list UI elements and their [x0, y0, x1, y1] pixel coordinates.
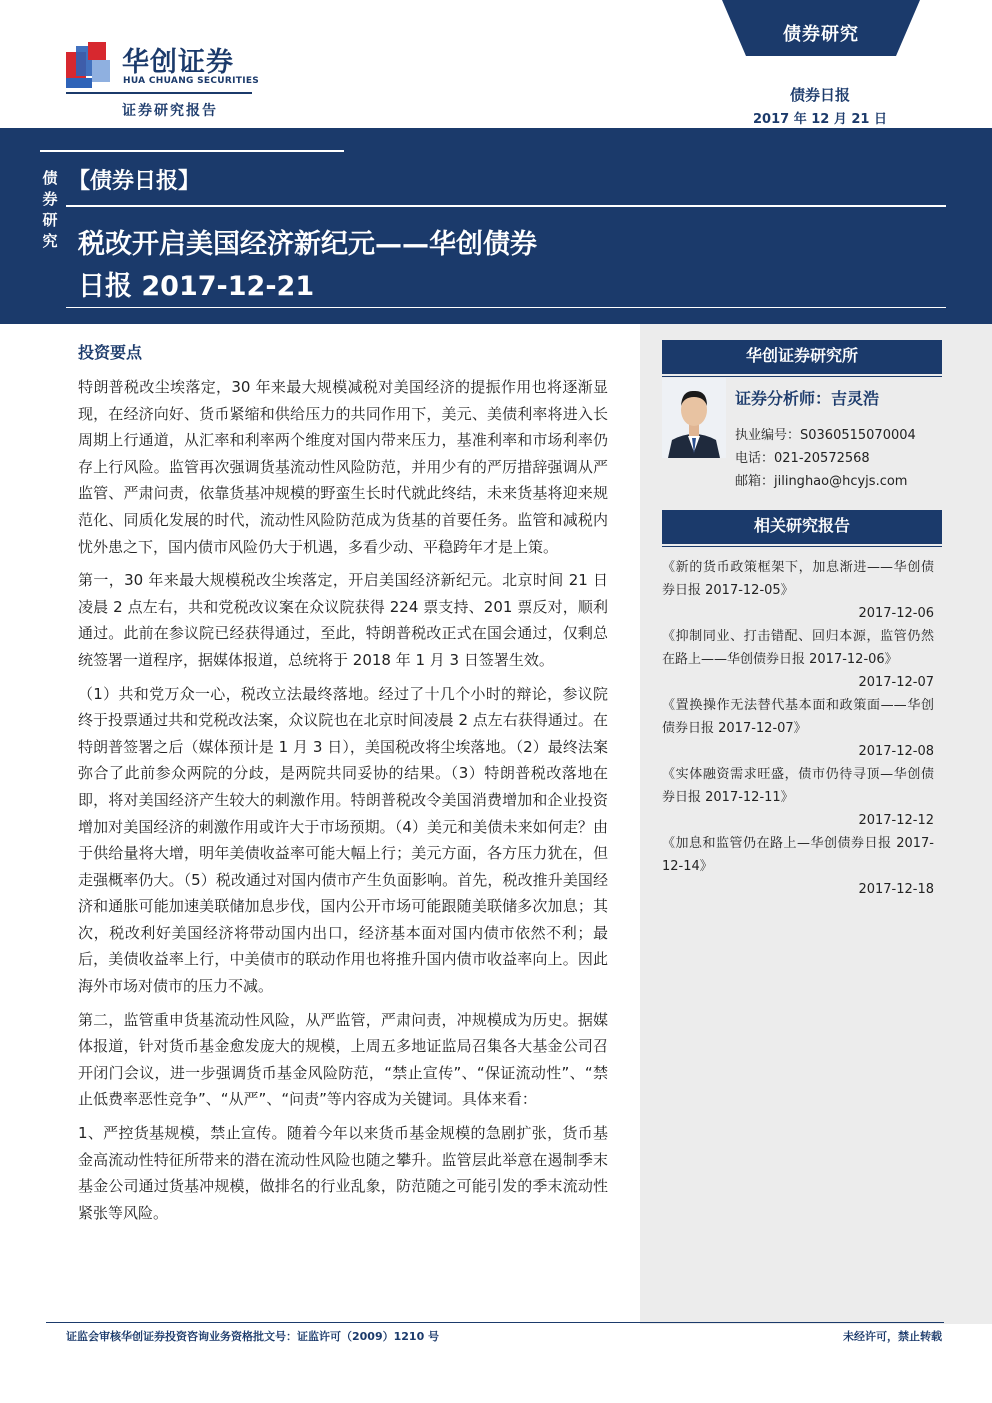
body-paragraph: 第二，监管重申货基流动性风险，从严监管，严肃问责，冲规模成为历史。据媒体报道，针对货币基金愈发庞大的规模，上周五多地证监局召集各大基金公司召开闭门会议，进一步强调货币基金风险防范，“禁止宣传”、“保证流动性”、“禁止低费率恶性竞争”、“从严”、“问责”等内容成为关键词。具体来看： [78, 1010, 608, 1109]
footer-notice: 未经许可，禁止转载 [843, 1330, 942, 1343]
logo-english-text: HUA CHUANG SECURITIES [123, 76, 260, 86]
related-report-item[interactable] [662, 763, 934, 832]
institute-header: 华创证券研究所 [662, 340, 942, 374]
related-report-title[interactable]: 《实体融资需求旺盛，债市仍待寻顶—华创债券日报 2017-12-11》 [662, 767, 934, 805]
related-report-title[interactable]: 《加息和监管仍在路上—华创债券日报 2017-12-14》 [662, 836, 934, 874]
logo-divider [66, 92, 252, 94]
related-reports-list [662, 556, 934, 901]
body-paragraph: 特朗普税改尘埃落定，30 年来最大规模减税对美国经济的提振作用也将逐渐显现，在经济向好、货币紧缩和供给压力的共同作用下，美元、美债利率将进入长周期上行通道，从汇率和利率两个维度对国内带来压力，基准利率和市场利率仍存上行风险。监管再次强调货基流动性风险防范，并用少有的严厉措辞强调从严监管、严肃问责，依靠货基冲规模的野蛮生长时代就此终结，未来货基将迎来规范化、同质化发展的时代，流动性风险防范成为货基的首要任务。监管和减税内忧外患之下，国内债市风险仍大于机遇，多看少动、平稳跨年才是上策。 [78, 378, 608, 556]
body-paragraph: 1、严控货基规模，禁止宣传。随着今年以来货币基金规模的急剧扩张，货币基金高流动性特征所带来的潜在流动性风险也随之攀升。监管层此举意在遏制季末基金公司通过货基冲规模，做排名的行业乱象，防范随之可能引发的季末流动性紧张等风险。 [78, 1124, 608, 1222]
report-title [78, 224, 678, 308]
body-paragraph: 第一，30 年来最大规模税改尘埃落定，开启美国经济新纪元。北京时间 21 日凌晨 2 点左右，共和党税改议案在众议院获得 224 票支持、201 票反对，顺利通过。此前在参议院已经获得通过，至此，特朗普税改正式在国会通过，仅剩总统签署一道程序，据媒体报道，总统将于 2018 年 1 月 3 日签署生效。 [78, 571, 608, 669]
body-paragraph: （1）共和党万众一心，税改立法最终落地。经过了十几个小时的辩论，参议院终于投票通过共和党税改法案，众议院也在北京时间凌晨 2 点左右获得通过。在特朗普签署之后（媒体预计是 1 月 3 日），美国税改将尘埃落地。（2）最终法案弥合了此前参众两院的分歧，是两院共同妥协的结果。（3）特朗普税改落地在即，将对美国经济产生较大的刺激作用。特朗普税改令美国消费增加和企业投资增加对美国经济的刺激作用或许大于市场预期。（4）美元和美债未来如何走？由于供给量将大增，明年美债收益率可能大幅上行；美元方面，各方压力犹在，但走强概率仍大。（5）税改通过对国内债市产生负面影响。首先，税改推升美国经济和通胀可能加速美联储加息步伐，国内公开市场可能跟随美联储多次加息；其次，税改利好美国经济将带动国内出口，经济基本面对国内债市依然不利；最后，美债收益率上行，中美债市的联动作用也将推升国内债市收益率向上。因此海外市场对债市的压力不减。 [78, 684, 608, 996]
related-reports-header: 相关研究报告 [662, 510, 942, 544]
analyst-phone: 电话：021-20572568 [735, 451, 870, 466]
analyst-photo [662, 378, 726, 458]
analyst-email[interactable]: 邮箱：jilinghao@hcyjs.com [735, 474, 908, 489]
related-report-date: 2017-12-08 [858, 744, 934, 759]
banner-divider [66, 205, 946, 207]
related-report-item[interactable] [662, 625, 934, 694]
logo-icon [66, 42, 116, 88]
report-title-line: 税改开启美国经济新纪元——华创债券 [78, 229, 537, 260]
related-report-date: 2017-12-06 [858, 606, 934, 621]
related-report-item[interactable] [662, 832, 934, 901]
related-report-title[interactable]: 《新的货币政策框架下，加息渐进——华创债券日报 2017-12-05》 [662, 560, 934, 598]
report-tag: 【债券日报】 [68, 169, 201, 194]
related-report-date: 2017-12-07 [858, 675, 934, 690]
banner-divider [40, 150, 344, 152]
doc-date: 2017 年 12 月 21 日 [753, 112, 887, 127]
doc-type: 债券日报 [789, 86, 850, 104]
footer-license: 证监会审核华创证券投资咨询业务资格批文号：证监许可（2009）1210 号 [66, 1330, 440, 1343]
analyst-license: 执业编号：S0360515070004 [735, 428, 916, 443]
section-title: 投资要点 [78, 343, 143, 362]
related-report-item[interactable] [662, 556, 934, 625]
vertical-category-label: 债券研究 [42, 169, 58, 250]
analyst-name: 证券分析师：吉灵浩 [735, 389, 880, 408]
related-report-item[interactable] [662, 694, 934, 763]
related-report-title[interactable]: 《抑制同业、打击错配、回归本源，监管仍然在路上——华创债券日报 2017-12-06》 [662, 629, 934, 667]
report-body [78, 374, 608, 1233]
related-report-title[interactable]: 《置换操作无法替代基本面和政策面——华创债券日报 2017-12-07》 [662, 698, 934, 736]
report-category: 证券研究报告 [122, 103, 218, 119]
logo-text: 华创证券 [122, 47, 234, 78]
related-report-date: 2017-12-18 [858, 882, 934, 897]
report-title-line: 日报 2017-12-21 [78, 271, 315, 302]
related-report-date: 2017-12-12 [858, 813, 934, 828]
section-tab-label: 债券研究 [783, 24, 859, 45]
section-tab [722, 0, 920, 56]
footer-divider [46, 1322, 944, 1323]
